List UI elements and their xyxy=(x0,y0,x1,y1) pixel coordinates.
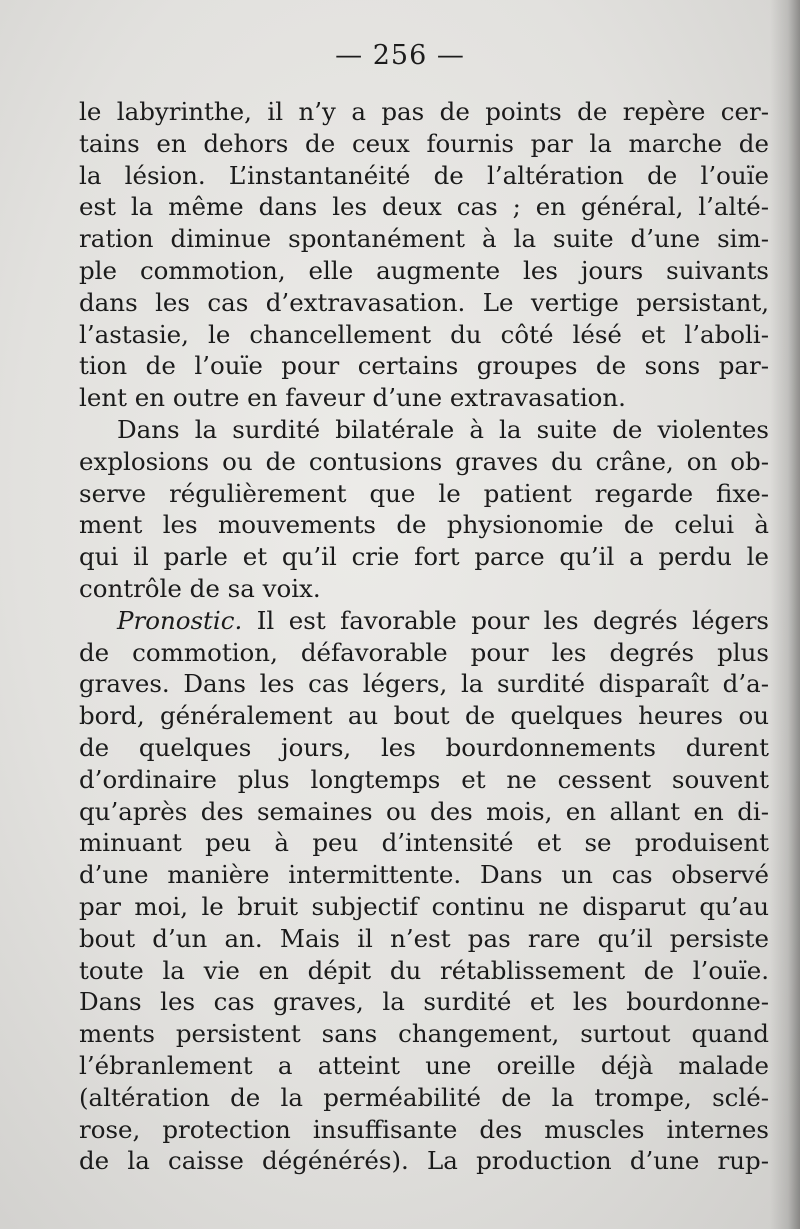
text-line xyxy=(79,541,769,573)
text-line xyxy=(79,446,769,478)
text-line xyxy=(79,128,769,160)
line-text: est la même dans les deux cas ; en général, l’alté- xyxy=(79,192,769,222)
line-text: tains en dehors de ceux fournis par la marche de xyxy=(79,128,769,158)
text-line xyxy=(79,1082,769,1114)
line-text: dans les cas d’extravasation. Le vertige persistant, xyxy=(79,287,769,317)
text-line xyxy=(79,350,769,382)
text-line xyxy=(79,287,769,319)
text-line xyxy=(79,700,769,732)
text-line xyxy=(79,796,769,828)
line-text: bout d’un an. Mais il n’est pas rare qu’il persiste xyxy=(79,923,769,953)
text-line xyxy=(79,414,769,446)
text-line xyxy=(79,1114,769,1146)
text-line xyxy=(79,509,769,541)
line-text: qu’après des semaines ou des mois, en allant en di- xyxy=(79,796,769,826)
text-line xyxy=(79,923,769,955)
text-line xyxy=(79,986,769,1018)
page-edge-shadow xyxy=(770,0,800,1229)
text-line xyxy=(79,732,769,764)
text-line xyxy=(79,160,769,192)
text-line xyxy=(79,1018,769,1050)
body-text xyxy=(79,96,769,1177)
line-text: de la caisse dégénérés). La production d’une rup- xyxy=(79,1146,769,1176)
line-text: par moi, le bruit subjectif continu ne disparut qu’au xyxy=(79,891,769,921)
line-text: qui il parle et qu’il crie fort parce qu’il a perdu le xyxy=(79,542,769,572)
text-line xyxy=(79,319,769,351)
text-line xyxy=(79,827,769,859)
line-text: d’ordinaire plus longtemps et ne cessent souvent xyxy=(79,764,769,794)
line-text: Dans les cas graves, la surdité et les bourdonne- xyxy=(79,987,769,1017)
text-line xyxy=(79,891,769,923)
line-text: serve régulièrement que le patient regarde fixe- xyxy=(79,478,769,508)
text-line xyxy=(79,382,769,414)
section-heading: Pronostic. xyxy=(117,605,243,635)
text-line xyxy=(79,605,769,637)
line-text: rose, protection insuffisante des muscles internes xyxy=(79,1114,769,1144)
line-text: ration diminue spontanément à la suite d’une sim- xyxy=(79,224,769,254)
text-line xyxy=(79,223,769,255)
text-line xyxy=(79,573,769,605)
line-text: ments persistent sans changement, surtout quand xyxy=(79,1019,769,1049)
line-text: ment les mouvements de physionomie de celui à xyxy=(79,510,769,540)
text-line xyxy=(79,96,769,128)
line-text: (altération de la perméabilité de la trompe, sclé- xyxy=(79,1082,769,1112)
line-text: d’une manière intermittente. Dans un cas observé xyxy=(79,860,769,890)
text-line xyxy=(79,191,769,223)
text-line xyxy=(79,478,769,510)
text-line xyxy=(79,955,769,987)
line-text: tion de l’ouïe pour certains groupes de sons par- xyxy=(79,351,769,381)
text-line xyxy=(79,668,769,700)
line-text: ple commotion, elle augmente les jours suivants xyxy=(79,255,769,285)
line-text: contrôle de sa voix. xyxy=(79,573,321,603)
line-text: lent en outre en faveur d’une extravasation. xyxy=(79,383,626,413)
text-line xyxy=(79,1050,769,1082)
line-text: de commotion, défavorable pour les degrés plus xyxy=(79,637,769,667)
text-line xyxy=(79,859,769,891)
text-line xyxy=(79,637,769,669)
line-text: de quelques jours, les bourdonnements durent xyxy=(79,732,769,762)
line-text: l’astasie, le chancellement du côté lésé et l’aboli- xyxy=(79,319,769,349)
line-text: la lésion. L’instantanéité de l’altération de l’ouïe xyxy=(79,160,769,190)
line-text: le labyrinthe, il n’y a pas de points de repère cer- xyxy=(79,97,769,126)
line-text: toute la vie en dépit du rétablissement de l’ouïe. xyxy=(79,955,769,985)
text-line xyxy=(79,764,769,796)
text-line xyxy=(79,1145,769,1177)
line-text: Dans la surdité bilatérale à la suite de violentes xyxy=(117,414,769,444)
line-text: explosions ou de contusions graves du crâne, on ob- xyxy=(79,446,769,476)
line-text: l’ébranlement a atteint une oreille déjà malade xyxy=(79,1050,769,1080)
text-line xyxy=(79,255,769,287)
line-text: graves. Dans les cas légers, la surdité disparaît d’a- xyxy=(79,669,769,699)
line-text: bord, généralement au bout de quelques heures ou xyxy=(79,701,769,731)
line-text: Il est favorable pour les degrés légers xyxy=(242,605,769,635)
page-number: — 256 — xyxy=(335,40,465,71)
line-text: minuant peu à peu d’intensité et se produisent xyxy=(79,828,769,858)
